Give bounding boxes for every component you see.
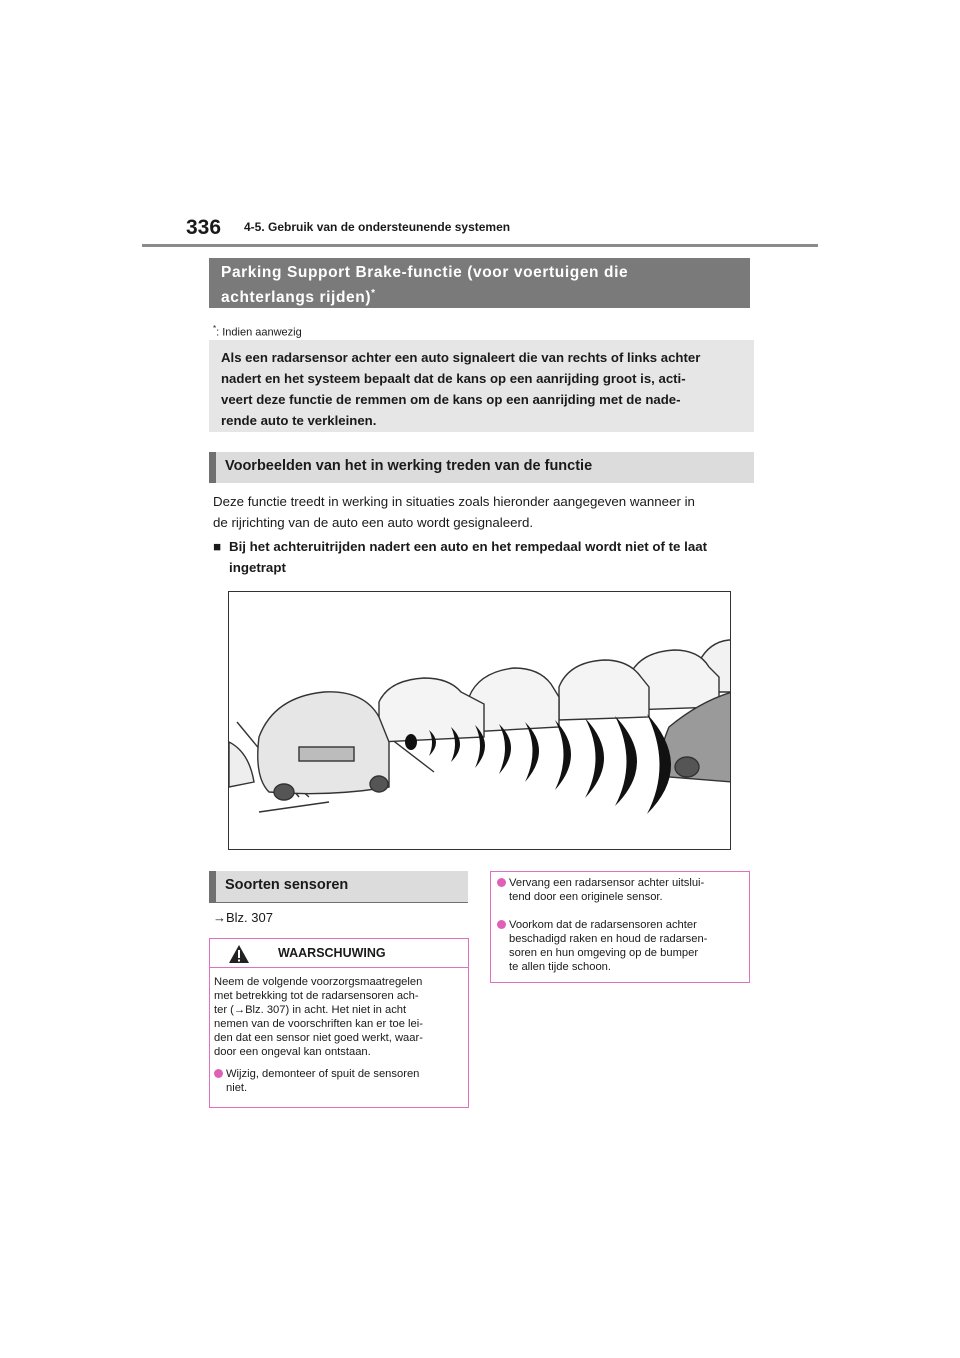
title-footnote-mark: * bbox=[371, 288, 376, 299]
caution-line: beschadigd raken en houd de radarsen- bbox=[509, 933, 708, 945]
caution-line: tend door een originele sensor. bbox=[509, 891, 663, 903]
chapter-title: 4-5. Gebruik van de ondersteunende systemen bbox=[244, 220, 511, 234]
intro-line: veert deze functie de remmen om de kans op een aanrijding met de nade- bbox=[221, 392, 681, 407]
section-body-text bbox=[213, 491, 753, 533]
section-underline bbox=[209, 902, 468, 903]
warning-body bbox=[214, 975, 466, 1095]
bullet-dot-icon bbox=[214, 1069, 223, 1078]
warning-title: WAARSCHUWING bbox=[278, 946, 386, 960]
warning-bullet-line: niet. bbox=[226, 1082, 248, 1094]
header-rule bbox=[142, 244, 818, 247]
warning-box bbox=[209, 938, 469, 1108]
intro-line: rende auto te verkleinen. bbox=[221, 413, 377, 428]
section-heading-sensor-types: Soorten sensoren bbox=[209, 871, 468, 902]
parking-illustration bbox=[228, 591, 731, 850]
bullet-dot-icon bbox=[497, 920, 506, 929]
caution-line: te allen tijde schoon. bbox=[509, 961, 611, 973]
page-reference-link[interactable]: →Blz. 307 bbox=[213, 910, 273, 925]
body-line: de rijrichting van de auto een auto wordt gesignaleerd. bbox=[213, 515, 534, 530]
square-bullet-icon: ■ bbox=[213, 539, 222, 554]
title-line-1: Parking Support Brake-functie (voor voertuigen die bbox=[221, 264, 629, 281]
intro-line: nadert en het systeem bepaalt dat de kans op een aanrijding groot is, acti- bbox=[221, 371, 686, 386]
intro-line: Als een radarsensor achter een auto signaleert die van rechts of links achter bbox=[221, 350, 701, 365]
warning-line: met betrekking tot de radarsensoren ach- bbox=[214, 990, 419, 1002]
bullet-line: ingetrapt bbox=[229, 560, 286, 575]
page-number: 336 bbox=[186, 216, 222, 239]
warning-line: Neem de volgende voorzorgsmaatregelen bbox=[214, 976, 423, 988]
section-title-box bbox=[209, 258, 750, 308]
warning-line: ter (→Blz. 307) in acht. Het niet in acht bbox=[214, 1004, 407, 1016]
warning-bullet-item bbox=[214, 1067, 466, 1095]
footnote-mark: * bbox=[213, 324, 217, 333]
caution-list-box bbox=[490, 871, 750, 983]
parking-scene-svg bbox=[229, 592, 731, 850]
warning-line: nemen van de voorschriften kan er toe lei- bbox=[214, 1018, 423, 1030]
warning-triangle-icon bbox=[228, 944, 250, 964]
intro-box bbox=[209, 340, 754, 432]
caution-item bbox=[497, 876, 743, 904]
footnote bbox=[213, 324, 302, 339]
caution-line: soren en hun omgeving op de bumper bbox=[509, 947, 699, 959]
title-line-2: achterlangs rijden) bbox=[221, 289, 372, 307]
warning-header bbox=[210, 939, 468, 968]
footnote-text: : Indien aanwezig bbox=[216, 326, 302, 339]
caution-item bbox=[497, 918, 743, 974]
bullet-dot-icon bbox=[497, 878, 506, 887]
warning-line: door een ongeval kan ontstaan. bbox=[214, 1046, 371, 1058]
caution-line: Vervang een radarsensor achter uitslui- bbox=[509, 877, 705, 889]
warning-bullet-line: Wijzig, demonteer of spuit de sensoren bbox=[226, 1068, 420, 1080]
warning-line: den dat een sensor niet goed werkt, waar- bbox=[214, 1032, 423, 1044]
title-line-2-wrap bbox=[221, 283, 738, 308]
body-line: Deze functie treedt in werking in situaties zoals hieronder aangegeven wanneer in bbox=[213, 494, 695, 509]
bullet-heading bbox=[213, 536, 753, 578]
bullet-line: Bij het achteruitrijden nadert een auto en het rempedaal wordt niet of te laat bbox=[229, 539, 708, 554]
section-heading-examples: Voorbeelden van het in werking treden van de functie bbox=[209, 452, 754, 483]
caution-line: Voorkom dat de radarsensoren achter bbox=[509, 919, 697, 931]
